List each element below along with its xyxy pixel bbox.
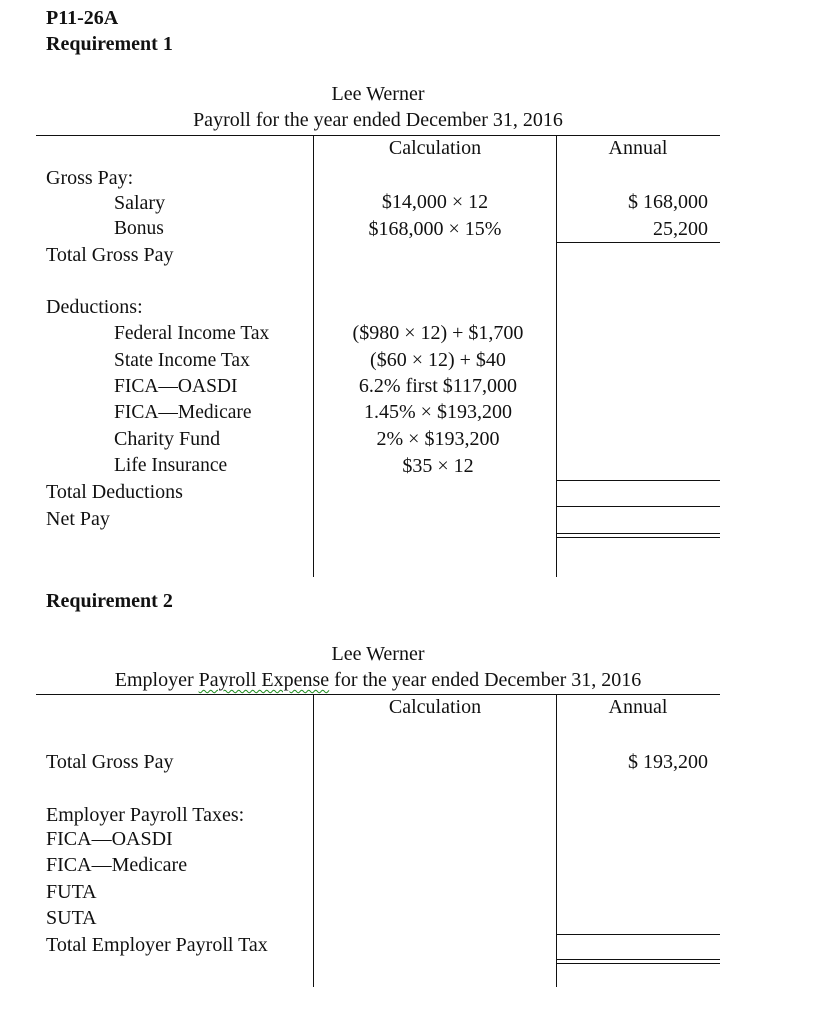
- employer-tax-label: FICA—Medicare: [46, 854, 188, 876]
- problem-number: P11-26A: [46, 7, 119, 29]
- gross-pay-label: Gross Pay:: [46, 167, 134, 189]
- payroll-name: Lee Werner: [331, 83, 425, 105]
- employer-taxes-label: Employer Payroll Taxes:: [46, 804, 245, 826]
- total-employer-tax-label: Total Employer Payroll Tax: [46, 934, 268, 956]
- table2-divider-right: [556, 694, 557, 987]
- net-pay-label: Net Pay: [46, 508, 110, 530]
- total-gross-pay-annual: $ 193,200: [628, 751, 708, 773]
- deduction-label: FICA—OASDI: [114, 376, 238, 397]
- total-tax-double-rule-1: [556, 959, 720, 960]
- salary-label: Salary: [114, 192, 166, 214]
- expense-name: Lee Werner: [331, 643, 425, 665]
- requirement-2-heading: Requirement 2: [46, 590, 173, 612]
- total-gross-pay-label: Total Gross Pay: [46, 244, 174, 266]
- deduction-label: FICA—Medicare: [114, 402, 252, 423]
- deductions-label: Deductions:: [46, 296, 143, 318]
- calculation-header-2: Calculation: [388, 696, 482, 718]
- total-gross-pay-label-2: Total Gross Pay: [46, 751, 174, 773]
- net-pay-double-rule-1: [556, 533, 720, 534]
- suta-underline: [556, 934, 720, 935]
- deduction-calculation: $35 × 12: [402, 455, 474, 477]
- employer-tax-label: FICA—OASDI: [46, 828, 173, 850]
- deduction-label: Federal Income Tax: [114, 323, 270, 344]
- calculation-header: Calculation: [388, 137, 482, 159]
- table1-divider-left: [313, 135, 314, 577]
- deduction-calculation: ($60 × 12) + $40: [370, 349, 506, 371]
- payroll-subtitle: Payroll for the year ended December 31, 2016: [193, 109, 563, 131]
- bonus-underline: [556, 242, 720, 243]
- deduction-label: State Income Tax: [114, 350, 250, 371]
- expense-subtitle: Employer Payroll Expense for the year ended December 31, 2016: [114, 669, 642, 691]
- deduction-calculation: 2% × $193,200: [376, 428, 500, 450]
- deduction-label: Life Insurance: [114, 455, 228, 476]
- annual-header: Annual: [608, 137, 668, 159]
- life-insurance-underline: [556, 480, 720, 481]
- total-tax-double-rule-2: [556, 963, 720, 964]
- requirement-1-heading: Requirement 1: [46, 33, 173, 55]
- salary-annual: $ 168,000: [628, 191, 708, 213]
- deduction-calculation: 6.2% first $117,000: [358, 375, 518, 397]
- bonus-label: Bonus: [114, 218, 164, 239]
- total-deductions-underline: [556, 506, 720, 507]
- salary-calculation: $14,000 × 12: [381, 191, 489, 213]
- spellcheck-marked-text: Payroll Expense: [198, 669, 330, 691]
- total-deductions-label: Total Deductions: [46, 481, 183, 503]
- employer-tax-label: FUTA: [46, 881, 97, 903]
- deduction-calculation: 1.45% × $193,200: [364, 401, 512, 423]
- bonus-annual: 25,200: [653, 218, 708, 240]
- bonus-calculation: $168,000 × 15%: [368, 218, 502, 240]
- table1-top-rule: [36, 135, 720, 136]
- deduction-label: Charity Fund: [114, 428, 221, 450]
- table2-top-rule: [36, 694, 720, 695]
- annual-header-2: Annual: [608, 696, 668, 718]
- deduction-calculation: ($980 × 12) + $1,700: [352, 322, 524, 344]
- table2-divider-left: [313, 694, 314, 987]
- net-pay-double-rule-2: [556, 537, 720, 538]
- employer-tax-label: SUTA: [46, 907, 97, 929]
- table1-divider-right: [556, 135, 557, 577]
